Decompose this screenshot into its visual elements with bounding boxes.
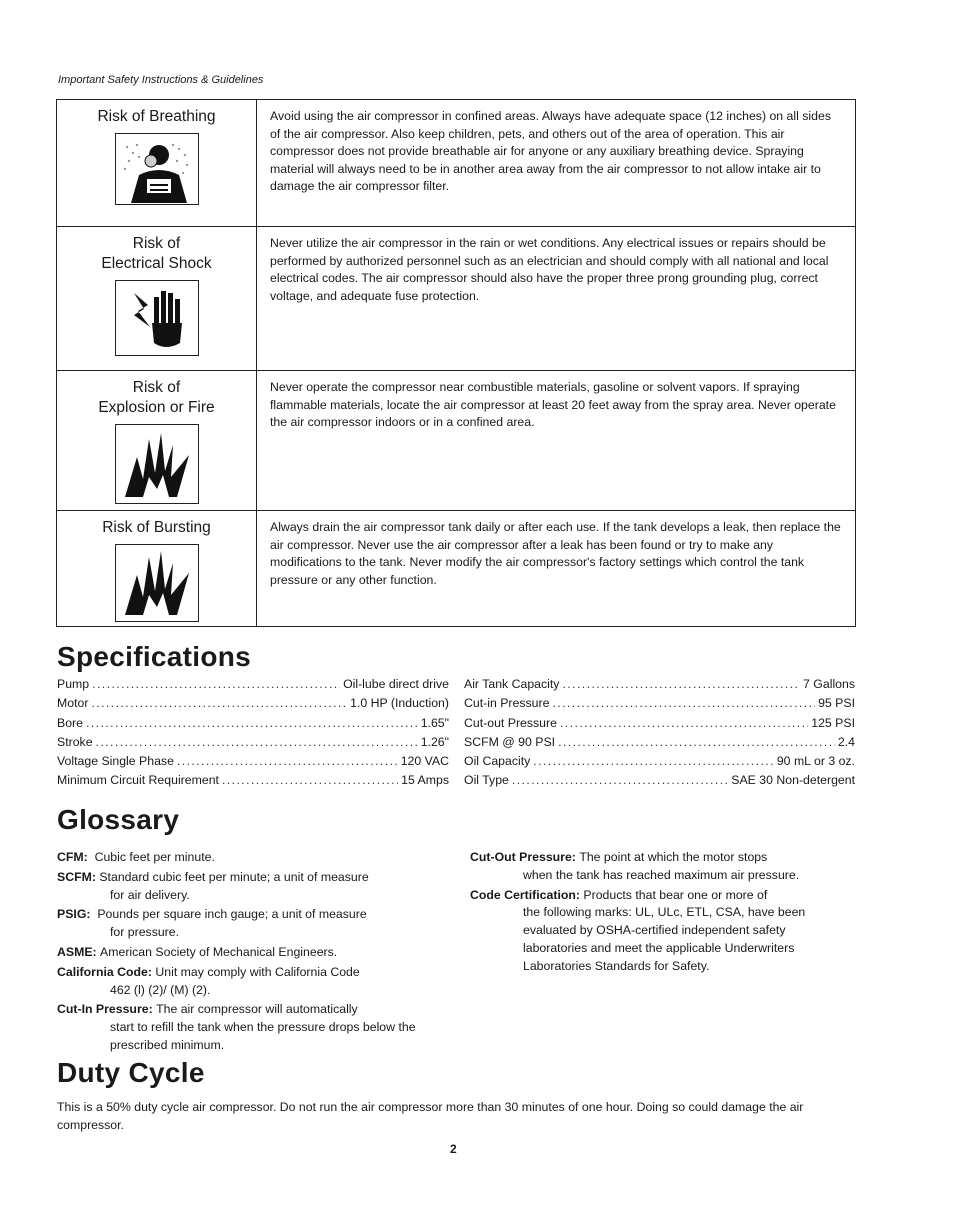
spec-row: Cut-out Pressure . . . 125 PSI [464, 714, 855, 733]
spec-row: Oil Capacity . . . 90 mL or 3 oz. [464, 752, 855, 771]
safety-table [56, 99, 856, 627]
bursting-icon [115, 544, 199, 622]
specs-left-column [57, 675, 449, 791]
risk-title: Risk of Electrical Shock [101, 235, 212, 272]
glossary-entry: Cut-In Pressure: The air compressor will automatically start to refill the tank when the pressure drops below the prescribed minimum. [57, 1002, 416, 1052]
spec-row: Cut-in Pressure . . . 95 PSI [464, 694, 855, 713]
spec-row: Minimum Circuit Requirement . . . 15 Amps [57, 771, 449, 790]
breathing-hazard-icon [115, 133, 199, 205]
spec-row: SCFM @ 90 PSI . . . 2.4 [464, 733, 855, 752]
risk-title: Risk of Explosion or Fire [98, 379, 215, 416]
risk-title: Risk of Breathing [97, 108, 216, 125]
specifications-heading: Specifications [57, 641, 252, 672]
page-header: Important Safety Instructions & Guidelines [58, 74, 264, 86]
glossary-right-column [470, 849, 842, 978]
glossary-left-column [57, 849, 442, 1057]
glossary-entry: PSIG: Pounds per square inch gauge; a unit of measure for pressure. [57, 907, 367, 940]
risk-title: Risk of Bursting [102, 519, 211, 536]
risk-row-bursting [57, 511, 855, 626]
risk-text: Never operate the compressor near combustible materials, gasoline or solvent vapors. If spraying flammable materials, locate the air compressor at least 20 feet away from the spray area. Never operate the air compressor indoors or in a confined area. [270, 380, 836, 429]
explosion-icon [115, 424, 199, 504]
spec-row: Motor . . . 1.0 HP (Induction) [57, 694, 449, 713]
page-number: 2 [450, 1142, 457, 1156]
spec-row: Bore . . . 1.65" [57, 714, 449, 733]
spec-row: Air Tank Capacity . . . 7 Gallons [464, 675, 855, 694]
glossary-entry: ASME: American Society of Mechanical Engineers. [57, 944, 338, 959]
glossary-entry: California Code: Unit may comply with California Code 462 (l) (2)/ (M) (2). [57, 964, 360, 997]
glossary-entry: Cut-Out Pressure: The point at which the motor stops when the tank has reached maximum air pressure. [470, 850, 800, 882]
glossary-heading: Glossary [57, 804, 180, 835]
spec-row: Stroke . . . 1.26" [57, 733, 449, 752]
risk-text: Never utilize the air compressor in the rain or wet conditions. Any electrical issues or repairs should be performed by authorized personnel such as an electrician and should comply with all national and local electrical codes. The air compressor should also have the proper three prong grounding plug, correct voltage, and adequate fuse protection. [270, 236, 829, 303]
risk-text: Always drain the air compressor tank daily or after each use. If the tank develops a leak, then replace the air compressor. Never use the air compressor after a leak has been found or try to make any modifications to the tank. Never modify the air compressor's factory settings which control the tank pressure or any other function. [270, 520, 841, 587]
glossary-entry: SCFM: Standard cubic feet per minute; a unit of measure for air delivery. [57, 869, 369, 902]
glossary-entry: Code Certification: Products that bear one or more of the following marks: UL, ULc, ETL, CSA, have been evaluated by OSHA-certified independent safety laboratories and meet the applicable Underwriters Laboratories Standards for Safety. [470, 887, 806, 973]
risk-row-electrical [57, 227, 855, 371]
spec-row: Pump . . . Oil-lube direct drive [57, 675, 449, 694]
specs-right-column [464, 675, 855, 791]
duty-cycle-heading: Duty Cycle [57, 1057, 205, 1088]
spec-row: Voltage Single Phase . . . 120 VAC [57, 752, 449, 771]
glossary-entry: CFM: Cubic feet per minute. [57, 850, 215, 864]
electrical-shock-icon [115, 280, 199, 356]
risk-row-explosion [57, 371, 855, 511]
duty-cycle-text: This is a 50% duty cycle air compressor. Do not run the air compressor more than 30 minutes of one hour. Doing so could damage the air compressor. [57, 1100, 804, 1132]
risk-text: Avoid using the air compressor in confined areas. Always have adequate space (12 inches) on all sides of the air compressor. Also keep children, pets, and others out of the area of operation. This air compressor does not provide breathable air for anyone or any auxiliary breathing device. Spraying material will always need to be in another area away from the air compressor to not allow intake air to damage the air compressor filter. [270, 109, 831, 193]
spec-row: Oil Type . . . SAE 30 Non-detergent [464, 771, 855, 790]
risk-row-breathing [57, 100, 855, 227]
